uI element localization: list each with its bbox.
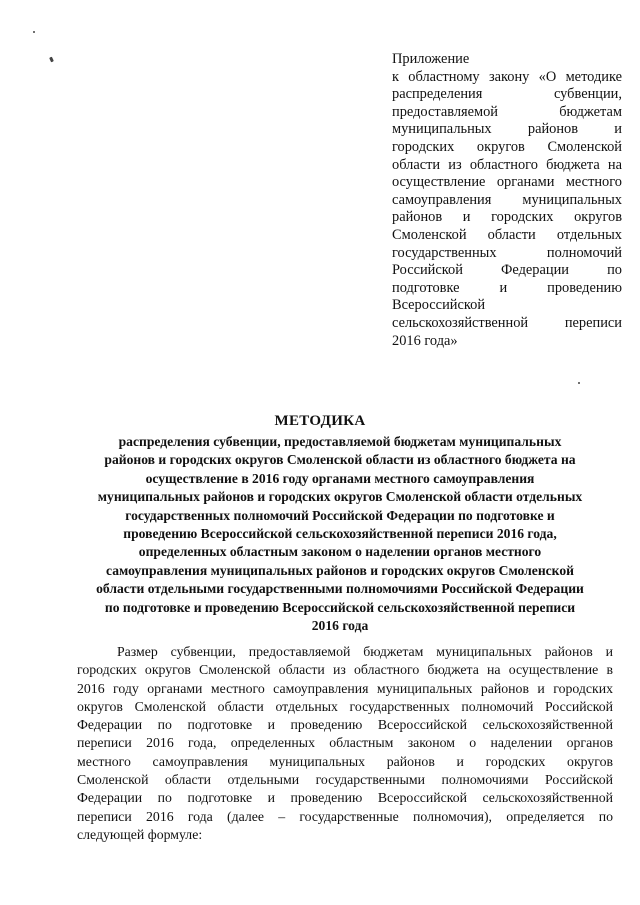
scan-speck (578, 382, 580, 384)
appendix-line: сельскохозяйственной переписи (392, 314, 622, 331)
appendix-note (392, 51, 622, 350)
body-line: местного самоуправления муниципальных районов и городских округов (77, 753, 613, 769)
appendix-line: к областному закону «О методике (392, 68, 622, 85)
appendix-line: Приложение (392, 51, 470, 67)
body-line: переписи 2016 года, определенных областным законом о наделении органов (77, 735, 613, 751)
appendix-line: области из областного бюджета на (392, 156, 622, 173)
appendix-line: осуществление органами местного (392, 174, 622, 191)
scan-speck (33, 31, 35, 33)
appendix-line: районов и городских округов (392, 209, 622, 226)
body-paragraph (77, 643, 613, 844)
subtitle-line: осуществление в 2016 году органами местного самоуправления (145, 470, 535, 486)
appendix-line: предоставляемой бюджетам (392, 103, 622, 120)
subtitle-line: распределения субвенции, предоставляемой бюджетам муниципальных (118, 434, 562, 449)
appendix-line: Смоленской области отдельных (392, 226, 622, 243)
appendix-line: распределения субвенции, (392, 86, 622, 103)
body-line: Смоленской области отдельными государственными полномочиями Российской (77, 772, 613, 788)
subtitle-line: государственных полномочий Российской Федерации по подготовке и (125, 507, 555, 523)
body-line: переписи 2016 года (далее – государственные полномочия), определяется по (77, 808, 613, 824)
body-line: следующей формуле: (77, 826, 203, 842)
body-line: Федерации по подготовке и проведению Всероссийской сельскохозяйственной (77, 790, 613, 806)
subtitle-line: по подготовке и проведению Всероссийской сельскохозяйственной переписи (104, 599, 576, 615)
appendix-line: самоуправления муниципальных (392, 191, 622, 208)
appendix-line: подготовке и проведению (392, 279, 622, 296)
body-line: округов Смоленской области отдельных государственных полномочий Российской (77, 698, 613, 714)
subtitle-line: районов и городских округов Смоленской области из областного бюджета на (104, 452, 576, 468)
appendix-line: муниципальных районов и (392, 121, 622, 138)
appendix-line: 2016 года» (392, 332, 458, 349)
body-line: Федерации по подготовке и проведению Всероссийской сельскохозяйственной (77, 717, 613, 733)
body-line: Размер субвенции, предоставляемой бюджетам муниципальных районов и (117, 644, 613, 659)
scan-speck (49, 57, 54, 63)
body-line: 2016 году органами местного самоуправления муниципальных районов и городских (77, 680, 613, 696)
document-subtitle (60, 433, 620, 635)
document-title: МЕТОДИКА (274, 413, 366, 429)
appendix-line: Российской Федерации по (392, 262, 622, 279)
subtitle-line: муниципальных районов и городских округов Смоленской области отдельных (97, 489, 583, 505)
subtitle-line: проведению Всероссийской сельскохозяйственной переписи 2016 года, (123, 526, 557, 542)
subtitle-line: 2016 года (311, 618, 369, 634)
appendix-line: городских округов Смоленской (392, 138, 622, 155)
subtitle-line: определенных областным законом о наделении органов местного (138, 544, 542, 560)
subtitle-line: области отдельными государственными полномочиями Российской Федерации (96, 581, 584, 597)
body-line: городских округов Смоленской области из областного бюджета на осуществление в (77, 662, 613, 678)
appendix-line: государственных полномочий (392, 244, 622, 261)
appendix-line: Всероссийской (392, 297, 486, 314)
subtitle-line: самоуправления муниципальных районов и городских округов Смоленской (106, 562, 574, 578)
